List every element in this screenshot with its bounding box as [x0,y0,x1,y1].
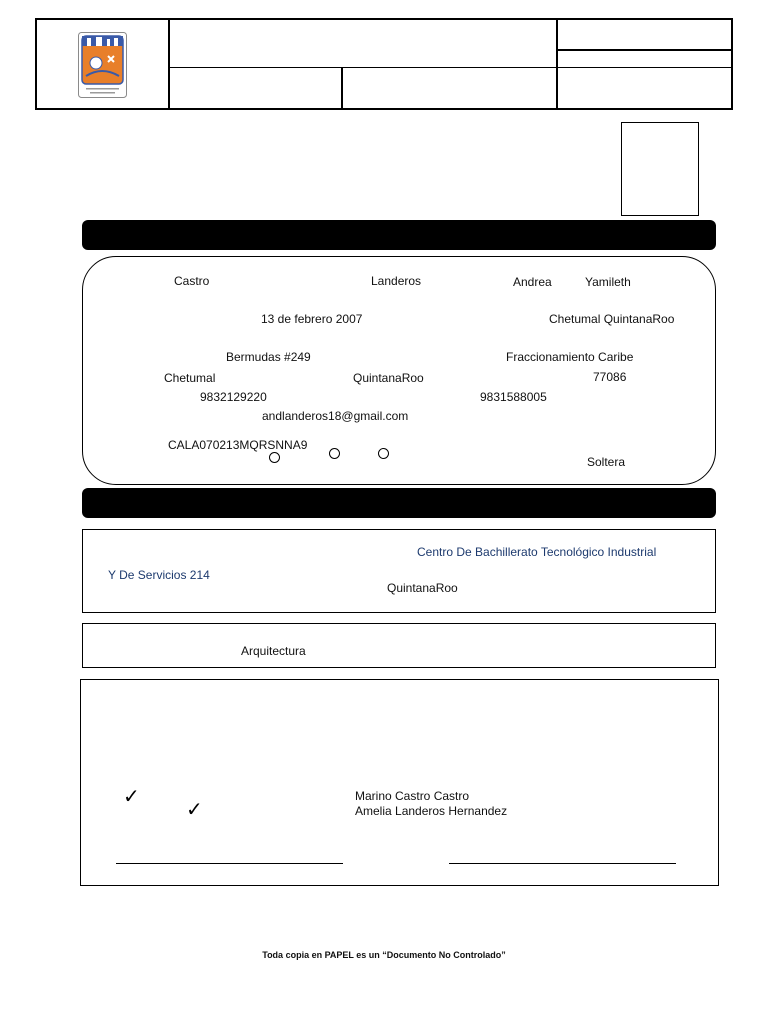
apellido-paterno: Castro [174,274,210,288]
signature-line [116,863,343,864]
radio-option[interactable] [269,452,280,463]
colonia: Fraccionamiento Caribe [506,350,634,364]
padre-nombre: Marino Castro Castro [355,789,470,803]
logo-seal-icon [78,32,127,98]
section-header-bar [82,220,716,250]
career-box [82,623,716,668]
codigo-postal: 77086 [593,370,627,384]
estado-civil: Soltera [587,455,626,469]
nombre-1: Andrea [513,275,552,289]
curp: CALA070213MQRSNNA9 [168,438,308,452]
nombre-2: Yamileth [585,275,631,289]
escuela-nombre-linea2: Y De Servicios 214 [108,568,210,582]
carrera-nombre: Arquitectura [241,644,306,658]
fecha-nacimiento: 13 de febrero 2007 [261,312,363,326]
header-divider [168,18,170,110]
calle: Bermudas #249 [226,350,311,364]
checkmark-icon: ✓ [123,784,140,808]
header-divider [168,67,733,68]
escuela-nombre-linea1: Centro De Bachillerato Tecnológico Industrial [417,545,657,559]
header-table [35,18,733,110]
escuela-estado: QuintanaRoo [387,581,458,595]
telefono-1: 9832129220 [200,390,267,404]
institution-logo [78,32,127,98]
lugar-nacimiento: Chetumal QuintanaRoo [549,312,675,326]
footer-note: Toda copia en PAPEL es un “Documento No Controlado” [262,950,506,960]
section-header-bar [82,488,716,518]
madre-nombre: Amelia Landeros Hernandez [355,804,508,818]
parents-box [80,679,719,886]
signature-line [449,863,676,864]
ciudad: Chetumal [164,371,216,385]
radio-option[interactable] [329,448,340,459]
header-divider [556,18,558,110]
telefono-2: 9831588005 [480,390,547,404]
header-divider [556,49,733,51]
email: andlanderos18@gmail.com [262,409,409,423]
estado: QuintanaRoo [353,371,424,385]
checkmark-icon: ✓ [186,797,203,821]
apellido-materno: Landeros [371,274,422,288]
radio-option[interactable] [378,448,389,459]
photo-box [621,122,699,216]
header-divider [341,67,343,110]
